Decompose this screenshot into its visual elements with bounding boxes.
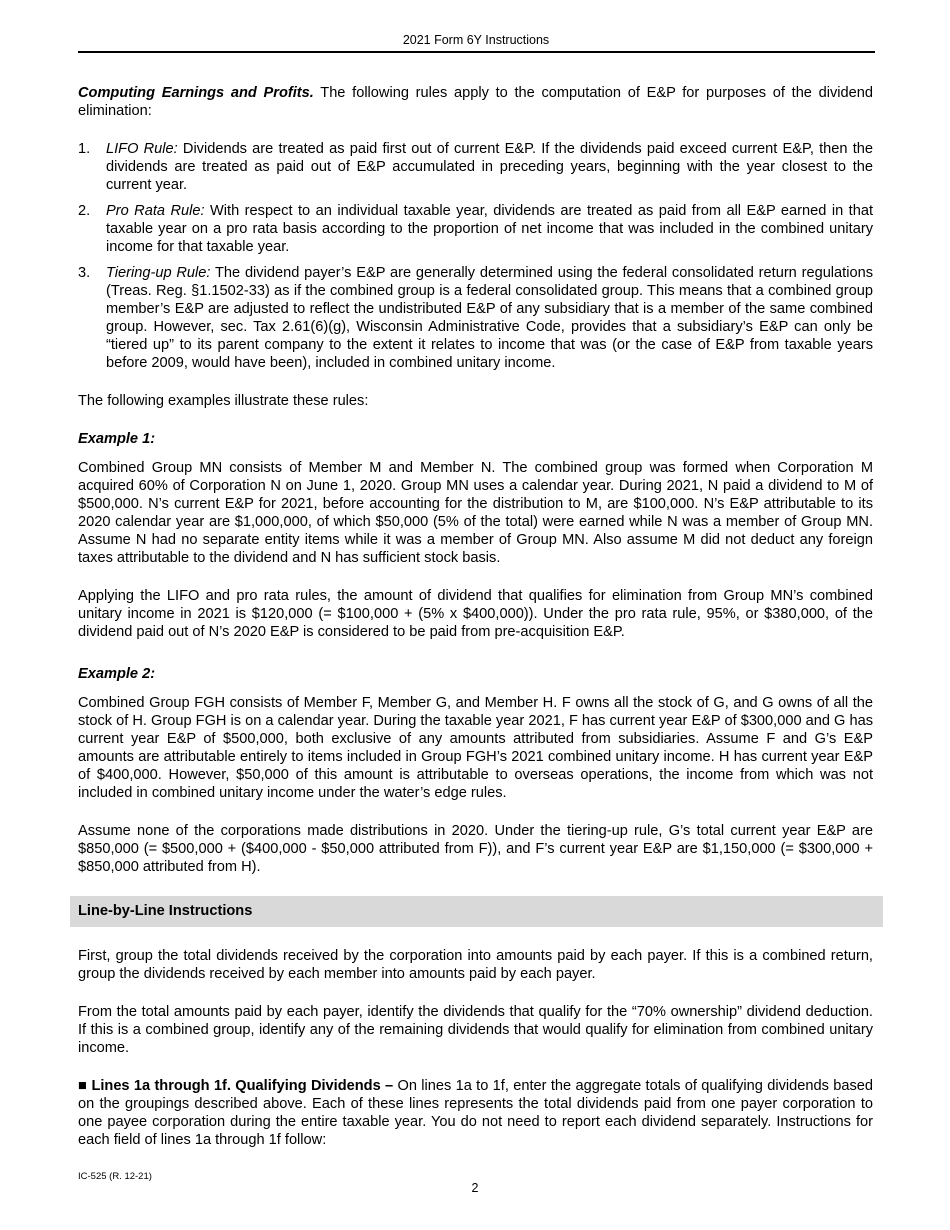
example-2-heading: Example 2: xyxy=(78,666,156,682)
rule-name: Tiering-up Rule: xyxy=(106,265,211,281)
list-item xyxy=(78,264,873,372)
section-heading: Line-by-Line Instructions xyxy=(70,896,883,927)
list-number: 1. xyxy=(78,141,91,157)
intro-text: The following rules apply to the computation of E&P for purposes of the dividend elimination: xyxy=(78,85,874,119)
section-paragraph-1: First, group the total dividends received by the corporation into amounts paid by each payer. If this is a combined return, group the dividends received by each member into amounts paid by each payer. xyxy=(78,948,873,982)
form-number: IC-525 (R. 12-21) xyxy=(78,1171,152,1182)
list-item xyxy=(78,202,873,256)
list-item xyxy=(78,140,873,194)
running-header: 2021 Form 6Y Instructions xyxy=(402,33,550,47)
rule-text: The dividend payer’s E&P are generally determined using the federal consolidated return regulations (Treas. Reg. §1.1502-33) as if the combined group is a federal consolidated group. This means that a combined group member’s E&P are adjusted to reflect the undistributed E&P of any subsidiary that is a member of the same combined group. However, sec. Tax 2.61(6)(g), Wisconsin Administrative Code, provides that a subsidiary’s E&P can only be “tiered up” to its parent company to the extent it relates to income that was (or the case of E&P from taxable years before 2009, would have been), included in combined unitary income. xyxy=(106,265,873,371)
square-bullet-icon: ■ xyxy=(78,1078,88,1094)
example-1-heading: Example 1: xyxy=(78,431,156,447)
example-2-paragraph-1: Combined Group FGH consists of Member F, Member G, and Member H. F owns all the stock of G, and G owns of all the stock of H. Group FGH is on a calendar year. During the taxable year 2021, F has current year E&P of $300,000 and G has current year E&P of $500,000, both exclusive of any amounts attributed from subsidiaries. Assume F and G’s E&P amounts are attributable entirely to items included in Group FGH’s 2021 combined unitary income. H has current year E&P of $400,000. However, $50,000 of this amount is attributable to overseas operations, the income from which was not included in combined unitary income under the water’s edge rules. xyxy=(78,695,873,801)
list-number: 2. xyxy=(78,203,91,219)
example-2-paragraph-2: Assume none of the corporations made distributions in 2020. Under the tiering-up rule, G’s total current year E&P are $850,000 (= $500,000 + ($400,000 - $50,000 attributed from F)), and F’s current year E&P are $1,150,000 (= $300,000 + $850,000 attributed from H). xyxy=(78,823,873,875)
example-1-paragraph-1: Combined Group MN consists of Member M and Member N. The combined group was formed when Corporation M acquired 60% of Corporation N on June 1, 2020. Group MN uses a calendar year. During 2021, N paid a dividend to M of $500,000. N’s current E&P for 2021, before accounting for the distribution to M, are $100,000. N’s E&P attributable to its 2020 calendar year are $1,000,000, of which $50,000 (5% of the total) were earned while N was a member of Group MN. Assume N had no separate entity items while it was a member of Group MN. Also assume M did not deduct any foreign taxes attributable to the dividend and N has sufficient stock basis. xyxy=(78,460,873,566)
page-body xyxy=(78,84,873,1149)
intro-lead: Computing Earnings and Profits. xyxy=(78,85,314,101)
list-number: 3. xyxy=(78,265,91,281)
rules-list xyxy=(78,140,873,372)
rule-text: Dividends are treated as paid first out of current E&P. If the dividends paid exceed current E&P, then the dividends are treated as paid out of E&P accumulated in preceding years, beginning with the year closest to the current year. xyxy=(106,141,873,193)
lines-lead: Lines 1a through 1f. Qualifying Dividends – xyxy=(91,1078,394,1094)
rule-name: Pro Rata Rule: xyxy=(106,203,205,219)
example-1-paragraph-2: Applying the LIFO and pro rata rules, the amount of dividend that qualifies for elimination from Group MN’s combined unitary income in 2021 is $120,000 (= $100,000 + (5% x $400,000)). Under the pro rata rule, 95%, or $380,000, of the dividend paid out of N’s 2020 E&P is considered to be paid from pre-acquisition E&P. xyxy=(78,588,873,640)
section-paragraph-2: From the total amounts paid by each payer, identify the dividends that qualify for the “70% ownership” dividend deduction. If this is a combined group, identify any of the remaining dividends that would qualify for elimination from combined unitary income. xyxy=(78,1004,873,1056)
intro-paragraph xyxy=(78,84,873,120)
page-number: 2 xyxy=(471,1181,479,1195)
rule-text: With respect to an individual taxable year, dividends are treated as paid from all E&P earned in that taxable year on a pro rata basis according to the proportion of net income that was included in the combined unitary income for that taxable year. xyxy=(106,203,873,255)
rule-name: LIFO Rule: xyxy=(106,141,178,157)
examples-intro: The following examples illustrate these rules: xyxy=(78,393,369,409)
lines-paragraph xyxy=(78,1077,873,1149)
header-rule xyxy=(78,51,875,53)
lines-text: On lines 1a to 1f, enter the aggregate totals of qualifying dividends based on the groupings described above. Each of these lines represents the total dividends paid from one payer corporation to one payee corporation during the entire taxable year. You do not need to report each dividend separately. Instructions for each field of lines 1a through 1f follow: xyxy=(78,1078,873,1148)
